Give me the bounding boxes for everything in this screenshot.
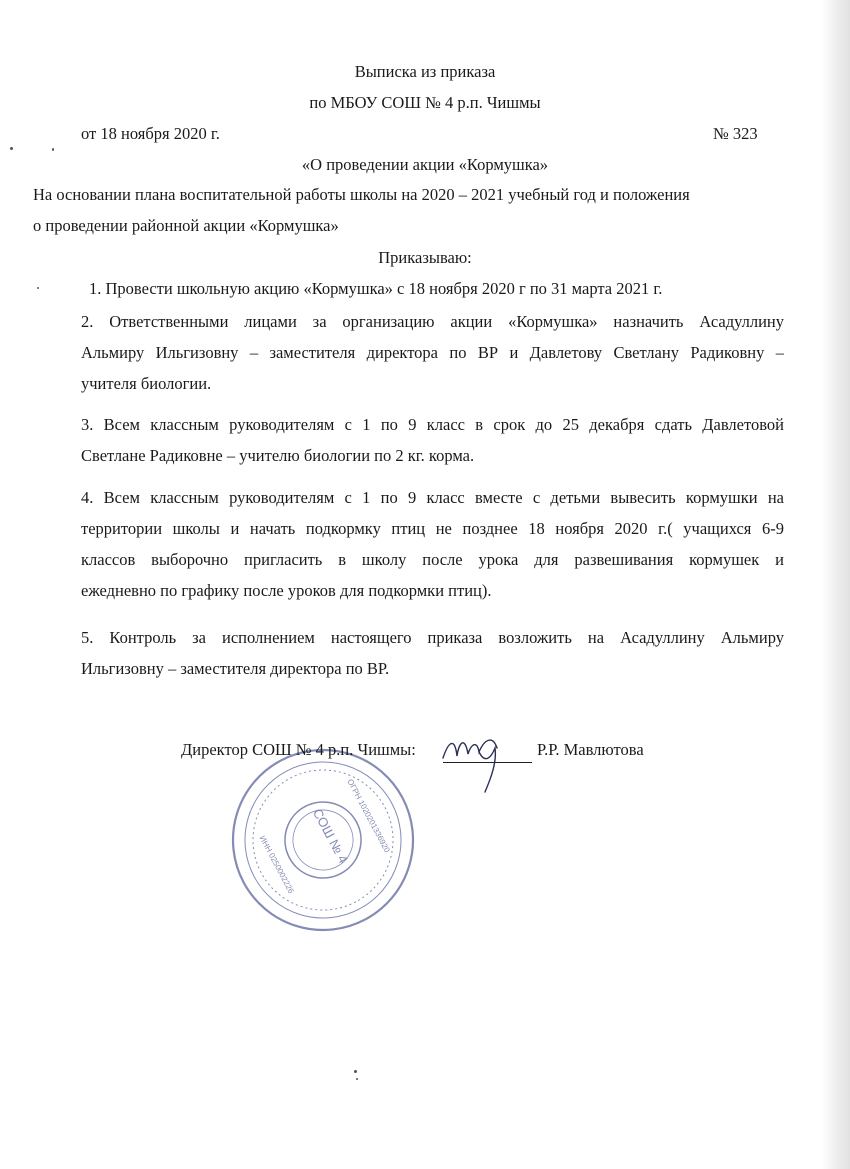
item-2-line: Альмиру Ильгизовну – заместителя директора по ВР и Давлетову Светлану Радиковну – [81, 343, 784, 362]
signature-position: Директор СОШ № 4 р.п. Чишмы: [181, 740, 416, 759]
order-word: Приказываю: [378, 248, 472, 267]
order-item-3 [81, 409, 784, 471]
stamp-inn: ИНН 0250002226 [257, 834, 296, 896]
order-item-2 [81, 306, 784, 399]
organization-line: по МБОУ СОШ № 4 р.п. Чишмы [309, 93, 541, 112]
scan-speck [10, 147, 13, 150]
scan-speck [356, 1078, 358, 1080]
scan-speck [37, 287, 39, 289]
stamp-ogrn: ОГРН 1020201336920 [345, 777, 392, 855]
director-signature [435, 718, 545, 796]
director-name: Р.Р. Мавлютова [537, 740, 644, 759]
order-item-1: 1. Провести школьную акцию «Кормушка» с 18 ноября 2020 г по 31 марта 2021 г. [89, 279, 663, 298]
basis-line-2: о проведении районной акции «Кормушка» [33, 216, 339, 235]
order-item-5 [81, 622, 784, 684]
item-4-line: территории школы и начать подкормку птиц не позднее 18 ноября 2020 г.( учащихся 6-9 [81, 519, 784, 538]
order-item-4 [81, 482, 784, 606]
order-date: от 18 ноября 2020 г. [81, 124, 220, 143]
basis-line-1: На основании плана воспитательной работы школы на 2020 – 2021 учебный год и положения [33, 185, 690, 204]
item-3-line: Светлане Радиковне – учителю биологии по 2 кг. корма. [81, 446, 475, 465]
school-stamp [228, 745, 418, 935]
item-5-line: Ильгизовну – заместителя директора по ВР. [81, 659, 390, 678]
item-3-line: 3. Всем классным руководителям с 1 по 9 класс в срок до 25 декабря сдать Давлетовой [81, 415, 784, 434]
order-number: № 323 [713, 124, 758, 143]
scan-speck [52, 148, 54, 151]
item-4-line: 4. Всем классным руководителям с 1 по 9 класс вместе с детьми вывесить кормушки на [81, 488, 784, 507]
document-title: Выписка из приказа [354, 62, 496, 81]
item-5-line: 5. Контроль за исполнением настоящего приказа возложить на Асадуллину Альмиру [81, 628, 784, 647]
scan-speck [354, 1070, 357, 1073]
item-4-line: ежедневно по графику после уроков для подкормки птиц). [81, 581, 492, 600]
item-2-line: 2. Ответственными лицами за организацию акции «Кормушка» назначить Асадуллину [81, 312, 784, 331]
stamp-center-text: СОШ № 4 [309, 806, 352, 866]
scan-edge-shadow [822, 0, 850, 1169]
order-subject: «О проведении акции «Кормушка» [301, 155, 549, 174]
item-4-line: классов выборочно пригласить в школу после урока для развешивания кормушек и [81, 550, 784, 569]
item-2-line: учителя биологии. [81, 374, 212, 393]
